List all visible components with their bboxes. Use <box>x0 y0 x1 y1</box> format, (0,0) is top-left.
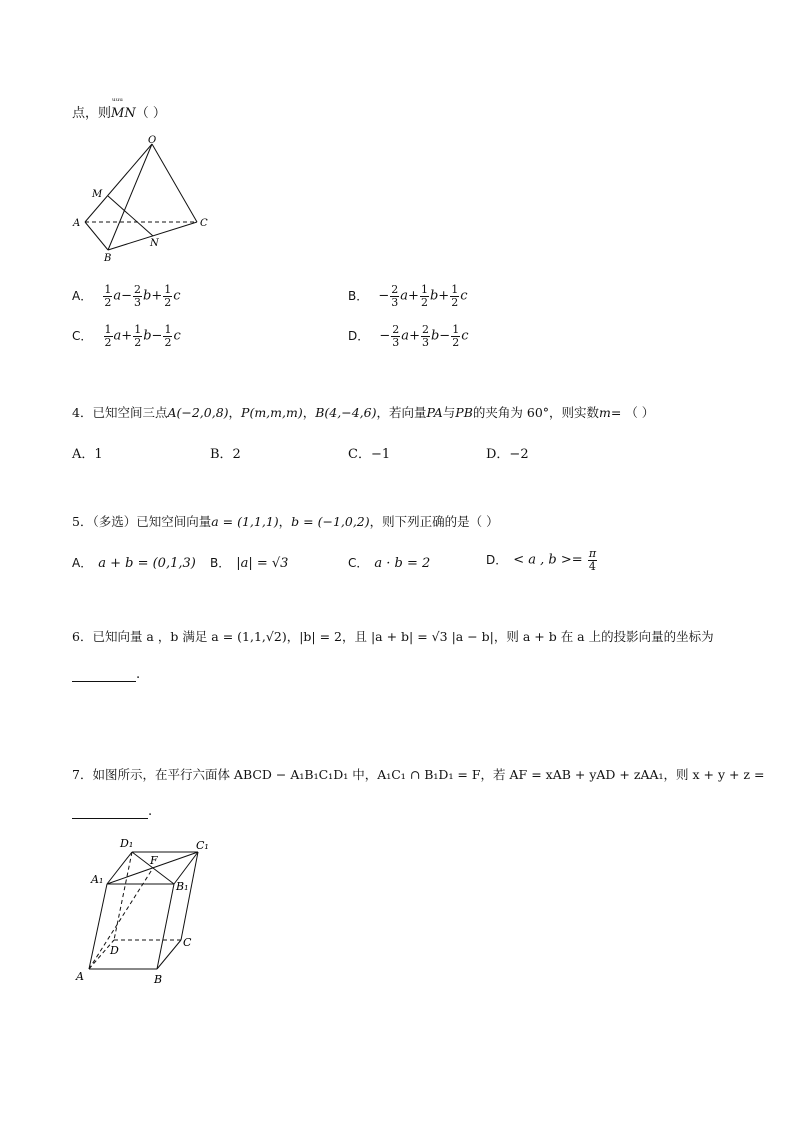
q3-option-d[interactable]: D． − $\frac{2}{3}$ a+ $\frac{2}{3}$ b− $\frac{1}{2}$ c <box>348 323 469 349</box>
label-d: D <box>110 944 119 957</box>
q3-option-a[interactable]: A． $\frac{1}{2}$ a− $\frac{2}{3}$ b+ $\frac{1}{2}$ c <box>72 283 181 309</box>
label-m: M <box>92 189 103 200</box>
label-d1: D₁ <box>120 837 134 850</box>
q5-option-a[interactable]: A． a + b = (0,1,3) <box>72 556 196 571</box>
label-n: N <box>150 238 159 249</box>
q4-option-d[interactable]: D．−2 <box>486 447 529 462</box>
label-f: F <box>150 854 158 867</box>
label-c1: C₁ <box>196 839 209 852</box>
label-o: O <box>148 135 157 146</box>
q7-answer-line[interactable]: . <box>72 804 152 819</box>
q4-option-b[interactable]: B．2 <box>210 447 241 462</box>
vector-mn: ᵘᵘᵘ MN <box>111 97 136 121</box>
label-a: A <box>76 970 84 983</box>
q6-stem: 6．已知向量 a ，b 满足 a = (1,1,√2)，|b| = 2，且 |a + b| = √3 |a − b|，则 a + b 在 a 上的投影向量的坐标为 <box>72 629 714 644</box>
tetrahedron-figure <box>70 134 220 264</box>
label-c: C <box>200 218 208 229</box>
q5-stem: 5．（多选）已知空间向量a = (1,1,1)，b = (−1,0,2)，则下列正确的是（ ） <box>72 514 499 529</box>
label-a1: A₁ <box>91 873 104 886</box>
label-c: C <box>183 936 192 949</box>
label-b1: B₁ <box>176 880 189 893</box>
q4-option-a[interactable]: A．1 <box>72 447 103 462</box>
answer-blank[interactable] <box>72 805 148 819</box>
q5-option-c[interactable]: C． a · b = 2 <box>348 556 431 571</box>
parallelepiped-figure <box>70 834 220 989</box>
q6-answer-line[interactable]: . <box>72 667 140 682</box>
answer-blank[interactable] <box>72 668 136 682</box>
q3-option-b[interactable]: B． − $\frac{2}{3}$ a+ $\frac{1}{2}$ b+ $\frac{1}{2}$ c <box>348 283 468 309</box>
q5-option-d[interactable]: D． < a , b >= $\frac{\pi}{4}$ <box>486 547 597 573</box>
q3-option-c[interactable]: C． $\frac{1}{2}$ a+ $\frac{1}{2}$ b− $\frac{1}{2}$ c <box>72 323 181 349</box>
q3-lead: 点，则 ᵘᵘᵘ MN（ ） <box>72 97 166 121</box>
q5-option-b[interactable]: B． |a| = √3 <box>210 556 289 571</box>
q7-stem: 7．如图所示，在平行六面体 ABCD − A₁B₁C₁D₁ 中，A₁C₁ ∩ B₁D₁ = F，若 AF = xAB + yAD + zAA₁，则 x + y + z = <box>72 767 765 782</box>
q4-stem: 4．已知空间三点A(−2,0,8)，P(m,m,m)，B(4,−4,6)，若向量PA与PB的夹角为 60°，则实数m= （ ） <box>72 405 655 420</box>
label-a: A <box>73 218 81 229</box>
label-b: B <box>154 973 163 986</box>
q4-option-c[interactable]: C．−1 <box>348 447 391 462</box>
label-b: B <box>104 253 112 264</box>
